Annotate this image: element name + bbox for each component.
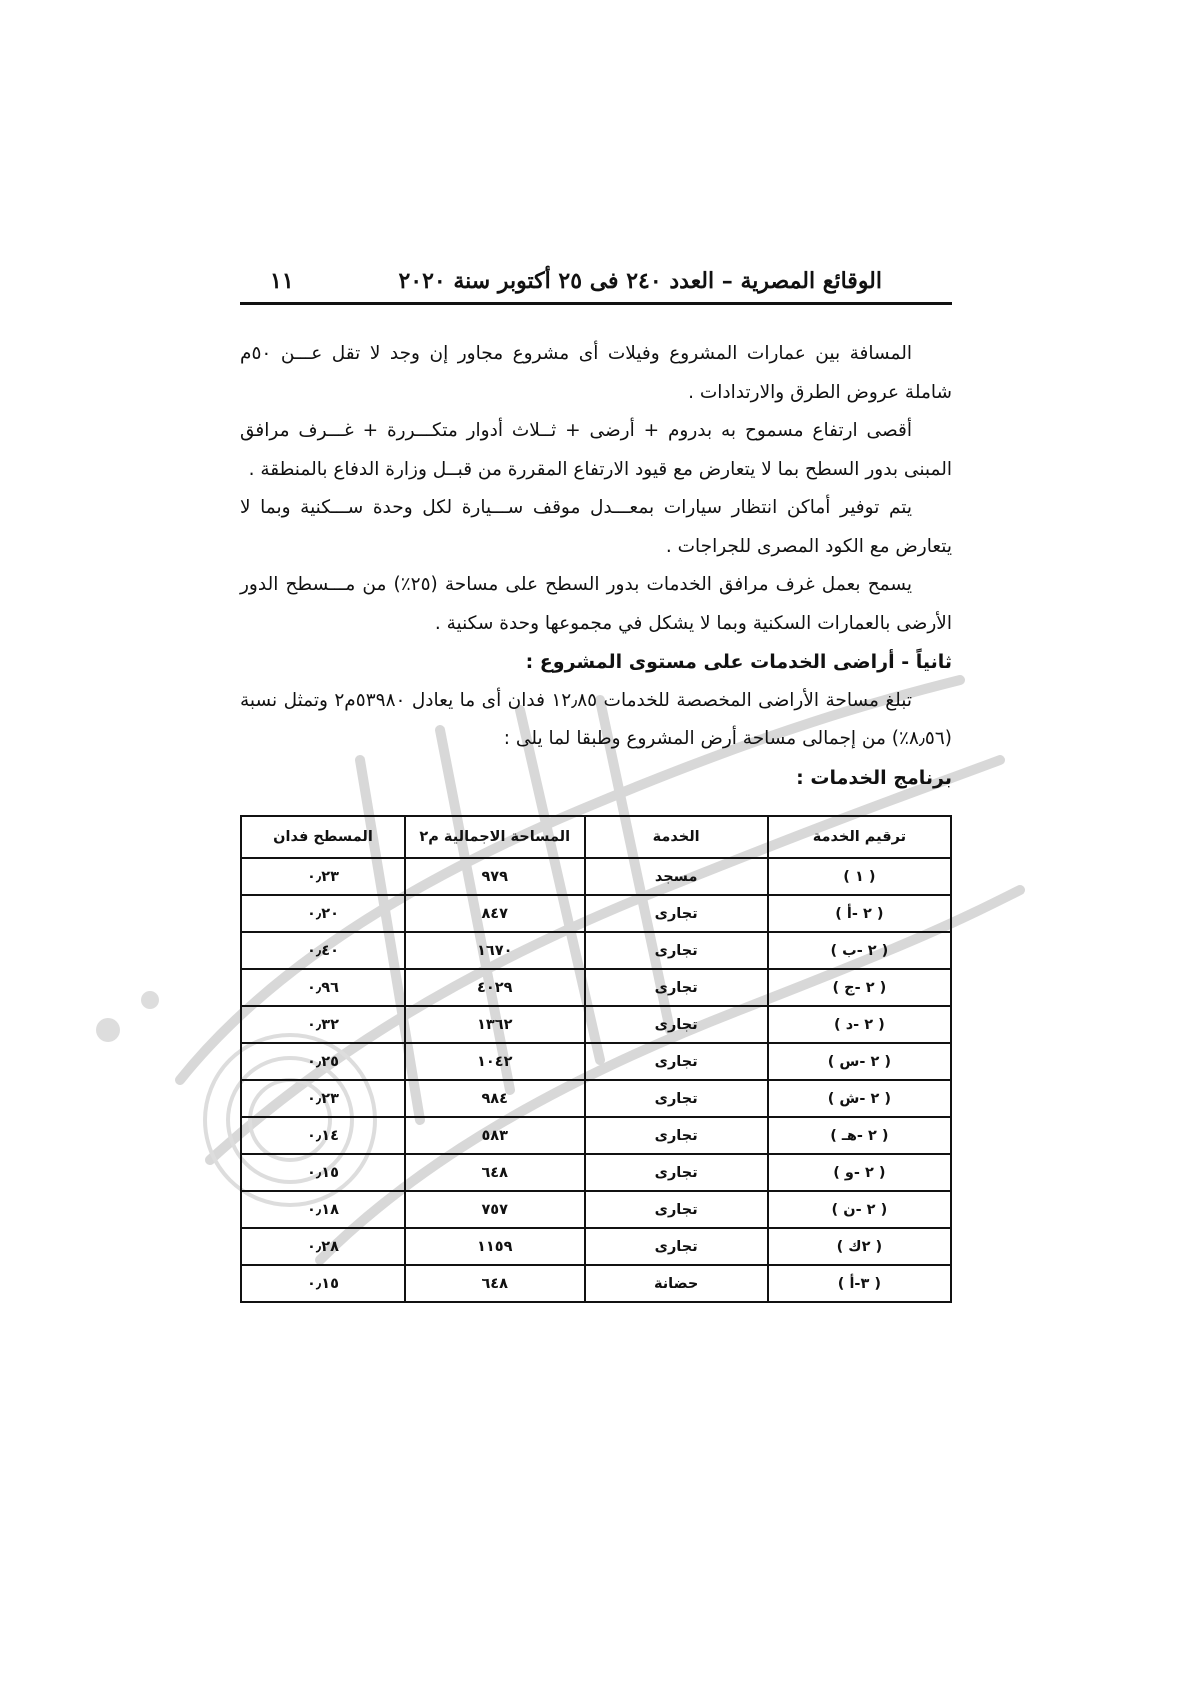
header-service-number: ترقيم الخدمة [768,816,951,858]
gazette-title: الوقائع المصرية – العدد ٢٤٠ فى ٢٥ أكتوبر سنة ٢٠٢٠ [398,268,882,294]
paragraph-services-area: تبلغ مساحة الأراضى المخصصة للخدمات ١٢٫٨٥ فدان أى ما يعادل ٥٣٩٨٠م٢ وتمثل نسبة (٨٫٥٦٪) من إجمالى مساحة أرض المشروع وطبقا لما يلى : [240,689,952,749]
paragraph-height: أقصى ارتفاع مسموح به بدروم + أرضى + ثــلاث أدوار متكـــررة + غـــرف مرافق المبنى بدور السطح بما لا يتعارض مع قيود الارتفاع المقررة من قبــل وزارة الدفاع بالمنطقة . [240,420,952,480]
table-row [241,1080,951,1117]
cell-service-number: ( ٢ -ج ) [768,969,951,1006]
cell-total-area: ١٠٤٢ [405,1043,585,1080]
cell-service: تجارى [585,1080,768,1117]
cell-area-feddan: ٠٫٢٣ [241,858,405,895]
cell-service-number: ( ١ ) [768,858,951,895]
services-program-heading: برنامج الخدمات : [796,766,952,789]
cell-service: تجارى [585,1191,768,1228]
table-row [241,1191,951,1228]
body-text [240,335,952,797]
table-row [241,895,951,932]
cell-area-feddan: ٠٫١٥ [241,1154,405,1191]
cell-service: مسجد [585,858,768,895]
cell-area-feddan: ٠٫٩٦ [241,969,405,1006]
cell-total-area: ٤٠٢٩ [405,969,585,1006]
table-row [241,1154,951,1191]
header-total-area: المساحة الاجمالية م٢ [405,816,585,858]
cell-total-area: ١٦٧٠ [405,932,585,969]
cell-total-area: ٦٤٨ [405,1265,585,1302]
cell-service: حضانة [585,1265,768,1302]
table-row [241,1228,951,1265]
cell-total-area: ٩٧٩ [405,858,585,895]
cell-service: تجارى [585,1154,768,1191]
cell-total-area: ٧٥٧ [405,1191,585,1228]
cell-service-number: ( ٢ -ب ) [768,932,951,969]
table-header-row [241,816,951,858]
cell-total-area: ٨٤٧ [405,895,585,932]
table-row [241,858,951,895]
cell-area-feddan: ٠٫٢٥ [241,1043,405,1080]
table-row [241,932,951,969]
table-row [241,1117,951,1154]
header-area-feddan: المسطح فدان [241,816,405,858]
cell-service-number: ( ٢ -ش ) [768,1080,951,1117]
cell-service-number: ( ٢ -أ ) [768,895,951,932]
document-page [240,268,952,1303]
table-row [241,1006,951,1043]
page-number: ١١ [270,268,294,294]
cell-service-number: ( ٣-أ ) [768,1265,951,1302]
cell-area-feddan: ٠٫١٥ [241,1265,405,1302]
cell-total-area: ١١٥٩ [405,1228,585,1265]
table-row [241,1265,951,1302]
cell-total-area: ٩٨٤ [405,1080,585,1117]
cell-area-feddan: ٠٫٢٨ [241,1228,405,1265]
table-row [241,969,951,1006]
table-row [241,1043,951,1080]
cell-service: تجارى [585,1117,768,1154]
cell-area-feddan: ٠٫١٨ [241,1191,405,1228]
cell-area-feddan: ٠٫٣٢ [241,1006,405,1043]
cell-area-feddan: ٠٫١٤ [241,1117,405,1154]
paragraph-distance: المسافة بين عمارات المشروع وفيلات أى مشروع مجاور إن وجد لا تقل عـــن ٥٠م شاملة عروض الطرق والارتدادات . [240,343,952,403]
cell-service-number: ( ٢ -هـ ) [768,1117,951,1154]
section-heading: ثانياً - أراضى الخدمات على مستوى المشروع : [525,651,952,673]
cell-service: تجارى [585,895,768,932]
cell-service-number: ( ٢ -س ) [768,1043,951,1080]
cell-service: تجارى [585,1006,768,1043]
cell-service: تجارى [585,1228,768,1265]
paragraph-parking: يتم توفير أماكن انتظار سيارات بمعـــدل موقف ســـيارة لكل وحدة ســـكنية وبما لا يتعارض مع الكود المصرى للجراجات . [240,497,952,557]
cell-service: تجارى [585,932,768,969]
cell-service: تجارى [585,969,768,1006]
cell-service-number: ( ٢ -و ) [768,1154,951,1191]
cell-total-area: ٥٨٣ [405,1117,585,1154]
cell-service-number: ( ٢ -ن ) [768,1191,951,1228]
cell-total-area: ١٣٦٢ [405,1006,585,1043]
cell-area-feddan: ٠٫٢٠ [241,895,405,932]
services-table [240,815,952,1303]
cell-total-area: ٦٤٨ [405,1154,585,1191]
page-header [240,268,952,305]
header-service: الخدمة [585,816,768,858]
paragraph-roof-services: يسمح بعمل غرف مرافق الخدمات بدور السطح على مساحة (٢٥٪) من مـــسطح الدور الأرضى بالعمارات السكنية وبما لا يشكل في مجموعها وحدة سكنية . [240,574,952,634]
cell-area-feddan: ٠٫٤٠ [241,932,405,969]
cell-area-feddan: ٠٫٢٣ [241,1080,405,1117]
cell-service: تجارى [585,1043,768,1080]
cell-service-number: ( ٢ك ) [768,1228,951,1265]
cell-service-number: ( ٢ -د ) [768,1006,951,1043]
